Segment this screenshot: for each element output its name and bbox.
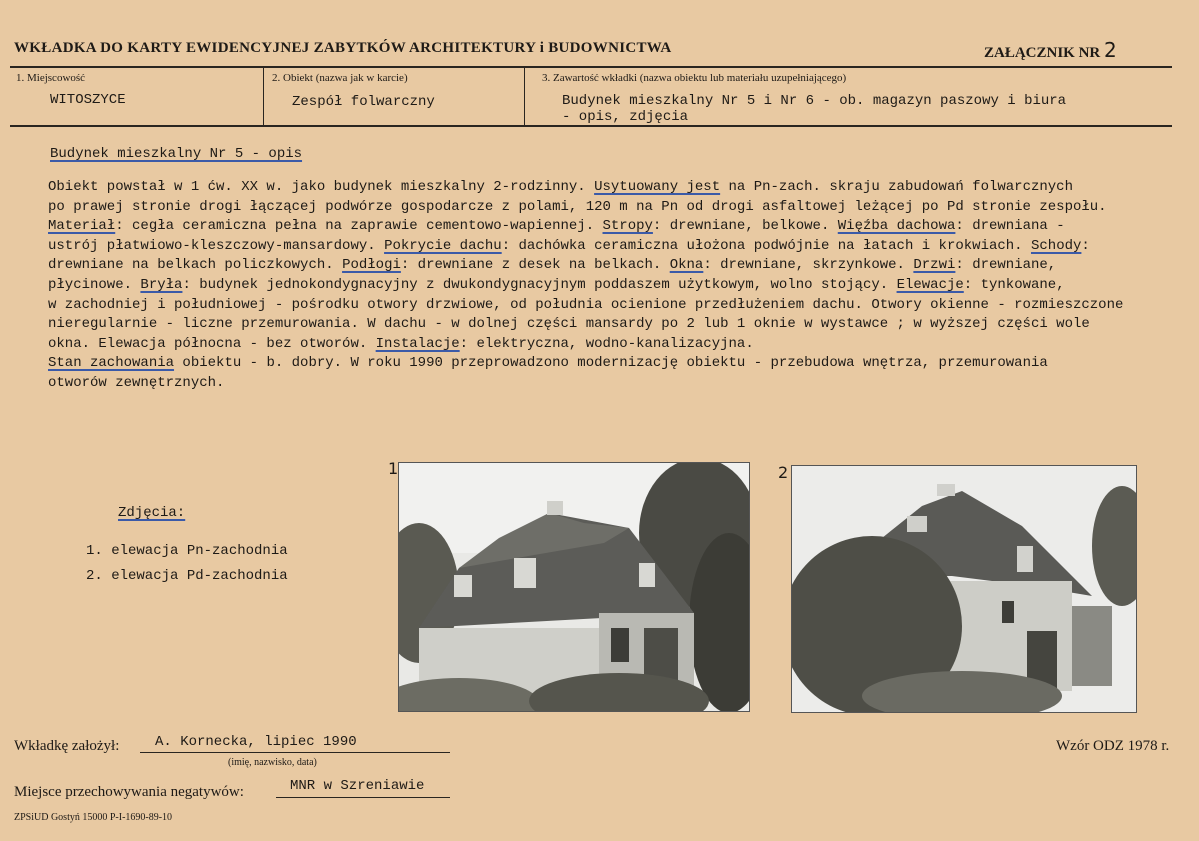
text-run: : budynek jednokondygnacyjny z dwukondygnacyjnym poddaszem użytkowym, wolno stojący. <box>182 276 897 293</box>
text-run: : cegła ceramiczna pełna na zaprawie cementowo-wapiennej. <box>115 218 603 235</box>
description-line <box>48 354 1194 374</box>
description-text <box>48 178 1194 394</box>
photo-house-northwest <box>398 462 750 712</box>
text-run: w zachodniej i południowej - pośrodku otwory drzwiowe, od południa ocienione przedłużeniem dachu. Otwory okienne - rozmieszczone <box>48 296 1124 313</box>
heading-run: Pokrycie dachu <box>384 237 502 254</box>
field-object-value: Zespół folwarczny <box>292 94 435 110</box>
negatives-storage-label: Miejsce przechowywania negatywów: <box>14 784 244 800</box>
card-title: WKŁADKA DO KARTY EWIDENCYJNEJ ZABYTKÓW ARCHITEKTURY i BUDOWNICTWA <box>14 40 672 56</box>
text-run: : drewniana - <box>955 218 1065 235</box>
form-model: Wzór ODZ 1978 r. <box>1056 738 1170 754</box>
heading-run: Więźba dachowa <box>837 218 956 235</box>
text-run: na Pn-zach. skraju zabudowań folwarcznych <box>720 179 1073 195</box>
text-run: obiektu - b. dobry. W roku 1990 przeprowadzono modernizację obiektu - przebudowa wnętrza, przemurowania <box>174 355 1048 372</box>
photo-house-southwest <box>791 465 1137 713</box>
header-bottom-rule <box>10 125 1172 127</box>
created-by-label: Wkładkę założył: <box>14 738 120 754</box>
text-run: drewniane na belkach policzkowych. <box>48 257 343 274</box>
description-line <box>48 315 1194 335</box>
heading-run: Usytuowany jest <box>594 179 721 195</box>
heading-run: Stropy <box>602 218 653 235</box>
photos-title: Zdjęcia: <box>118 505 186 521</box>
text-run: Obiekt powstał w 1 ćw. XX w. jako budynek mieszkalny 2-rodzinny. <box>48 179 595 195</box>
header-top-rule <box>10 66 1172 68</box>
description-line <box>48 276 1194 296</box>
text-run: : drewniane, skrzynkowe. <box>703 257 914 274</box>
photo-number: 1 <box>388 459 399 478</box>
photo-number: 2 <box>778 463 789 482</box>
created-by-line <box>140 752 450 753</box>
annex-label <box>984 38 1117 62</box>
text-run: ustrój płatwiowo-kleszczowy-mansardowy. <box>48 237 385 254</box>
text-run: : drewniane, <box>955 257 1057 274</box>
description-line <box>48 335 1194 355</box>
text-run: : drewniane z desek na belkach. <box>400 257 670 274</box>
description-line <box>48 237 1194 257</box>
text-run: : dachówka ceramiczna ułożona podwójnie na łatach i krokwiach. <box>501 237 1031 254</box>
field-object-label: 2. Obiekt (nazwa jak w karcie) <box>272 72 408 84</box>
text-run: : drewniane, belkowe. <box>652 218 838 235</box>
text-run: okna. Elewacja północna - bez otworów. <box>48 335 376 352</box>
text-run: otworów zewnętrznych. <box>48 374 225 391</box>
photo-1-image <box>399 463 749 711</box>
text-run: nieregularnie - liczne przemurowania. W dachu - w dolnej części mansardy po 2 lub 1 oknie w wystawce ; w wyższej części wole <box>48 316 1090 333</box>
text-run: płycinowe. <box>48 276 141 293</box>
description-line <box>48 256 1194 276</box>
created-by-hint: (imię, nazwisko, data) <box>228 757 317 768</box>
photo-list-item: 2. elewacja Pd-zachodnia <box>86 568 288 584</box>
description-line <box>48 217 1194 237</box>
text-run: po prawej stronie drogi łączącej podwórze gospodarcze z polami, 120 m na Pn od drogi asfaltowej leżącej po Pd stronie zespołu. <box>48 198 1107 215</box>
field-contents-value-line1: Budynek mieszkalny Nr 5 i Nr 6 - ob. magazyn paszowy i biura <box>562 93 1067 109</box>
heading-run: Materiał <box>48 218 116 235</box>
heading-run: Instalacje <box>375 335 460 352</box>
section-title: Budynek mieszkalny Nr 5 - opis <box>50 146 303 162</box>
description-line <box>48 374 1194 394</box>
created-by-value: A. Kornecka, lipiec 1990 <box>155 734 357 750</box>
heading-run: Schody <box>1030 237 1082 254</box>
heading-run: Podłogi <box>342 257 401 274</box>
negatives-storage-line <box>276 797 450 798</box>
field-contents-value-line2: - opis, zdjęcia <box>562 109 689 125</box>
text-run: : tynkowane, <box>963 276 1065 293</box>
photo-2-image <box>792 466 1136 712</box>
annex-label-text: ZAŁĄCZNIK NR <box>984 45 1101 61</box>
field-locality-value: WITOSZYCE <box>50 92 126 108</box>
text-run: : <box>1081 237 1090 254</box>
field-locality-label: 1. Miejscowość <box>16 72 86 84</box>
description-line <box>48 296 1194 316</box>
description-line <box>48 198 1194 218</box>
heading-run: Okna <box>669 257 704 274</box>
annex-number: 2 <box>1104 38 1117 62</box>
photo-list-item: 1. elewacja Pn-zachodnia <box>86 543 288 559</box>
heading-run: Elewacje <box>896 276 964 293</box>
field-divider-2 <box>524 68 525 125</box>
negatives-storage-value: MNR w Szreniawie <box>290 778 425 794</box>
print-info: ZPSiUD Gostyń 15000 P-I-1690-89-10 <box>14 812 173 823</box>
heading-run: Drzwi <box>913 257 956 274</box>
field-contents-label: 3. Zawartość wkładki (nazwa obiektu lub materiału uzupełniającego) <box>542 72 847 84</box>
heading-run: Stan zachowania <box>48 355 175 372</box>
field-divider-1 <box>263 68 264 125</box>
text-run: : elektryczna, wodno-kanalizacyjna. <box>459 335 754 352</box>
description-line <box>48 178 1194 198</box>
heading-run: Bryła <box>140 276 183 293</box>
